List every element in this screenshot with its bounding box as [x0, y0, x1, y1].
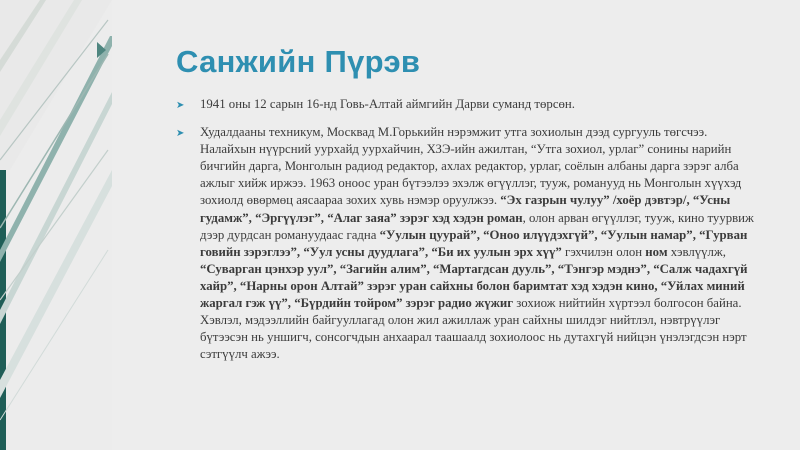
arrow-bullet-icon: ➤: [176, 128, 185, 140]
decorative-side-band: [0, 0, 112, 450]
bullet-text-segment: зохиож нийтийн хүртээл болгосон байна. Хэвлэл, мэдээллийн байгууллагад олон жил ажиллаж уран сайхны шилдэг нийтлэл, нэвтрүүлэг бүтээсэн нь уншигч, сонсогчдын анхаарал таашаалд зохиолоос нь дутахгүй нийцэн үнэлэгдсэн нэрт сэтгүүлч ажээ.: [200, 296, 747, 362]
bullet-item-2: [176, 124, 756, 363]
arrow-bullet-icon: ➤: [176, 100, 185, 111]
bullet-item-1: [176, 96, 756, 113]
bullet-text-segment: хэвлүүлж,: [667, 244, 726, 259]
bullet-text-segment: Худалдааны техникум, Москвад М.Горькийн нэрэмжит утга зохиолын дээд сургууль төгсчээ. Налайхын нүүрсний уурхайд уурхайчин, ХЗЭ-ийн ажилтан, “Утга зохиол, урлаг” сонины нарийн бичгийн дарга, Монголын радиод редактор, ахлах редактор, урлаг, соёлын албаны дарга зэрэг алба ажлыг хийж иржээ. 1963 оноос уран бүтээлээ эхэлж өгүүллэг, тууж, романууд нь Монголын хүүхэд зохиолд өвөрмөц аясаараа зохих хувь нэмэр оруулжээ.: [200, 125, 742, 208]
bullet-text-segment: гэхчилэн олон: [561, 244, 646, 259]
slide-title: Санжийн Пүрэв: [176, 44, 421, 79]
bullet-bold-segment: ном: [645, 244, 668, 259]
bullet-text-segment: 1941 оны 12 сарын 16-нд Говь-Алтай аймгийн Дарви суманд төрсөн.: [200, 97, 575, 111]
bullet-bold-segment: “Суварган цэнхэр уул”, “Загийн алим”, “Мартагдсан дууль”, “Тэнгэр мэднэ”, “Салж чадахгүй хайр”, “Нарны орон Алтай” зэрэг уран сайхны болон баримтат хэд хэдэн кино, “Уйлах миний жаргал гэж үү”, “Бүрдийн тойром” зэрэг радио жүжиг: [200, 261, 748, 311]
bullet-bold-segment: “Эх газрын чулуу” /хоёр дэвтэр/, “Усны гудамж”, “Эргүүлэг”, “Алаг заяа” зэрэг хэд хэдэн роман: [200, 193, 731, 225]
slide-content: [176, 96, 756, 374]
decorative-lines-graphic: [0, 0, 112, 450]
bullet-text-segment: , олон арван өгүүллэг, тууж, кино туурвиж дээр дурдсан романуудаас гадна: [200, 210, 754, 242]
bullet-bold-segment: “Уулын цуурай”, “Оноо илүүдэхгүй”, “Уулын намар”, “Гурван говийн зэрэглээ”, “Уул усны дуудлага”, “Би их уулын эрх хүү”: [200, 227, 748, 259]
